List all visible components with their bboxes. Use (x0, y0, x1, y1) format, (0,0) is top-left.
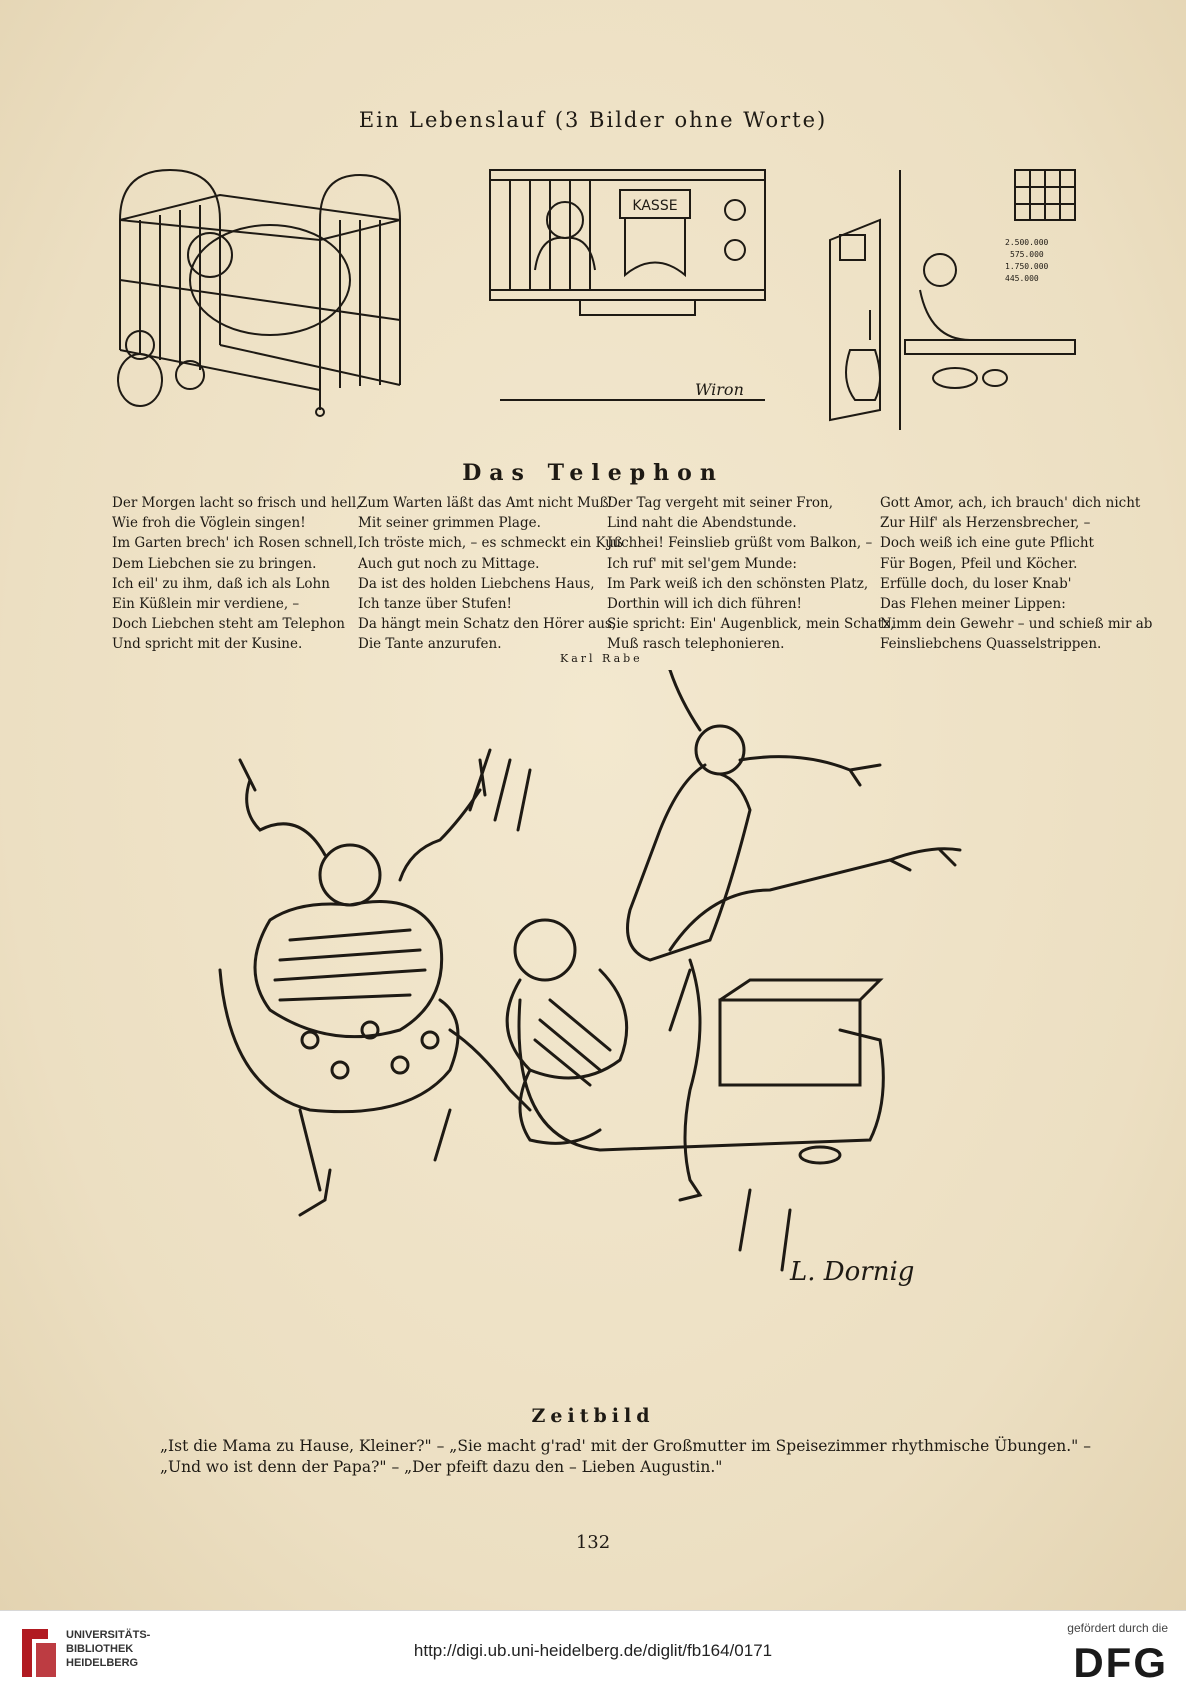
poem-line: Ein Küßlein mir verdiene, – (112, 595, 300, 612)
poem-line: Wie froh die Vöglein singen! (112, 515, 306, 532)
funder-label: gefördert durch die (1067, 1621, 1168, 1635)
poem-line: Für Bogen, Pfeil und Köcher. (880, 555, 1078, 572)
dancing-family-illustration (150, 670, 970, 1310)
poem-line: Der Tag vergeht mit seiner Fron, (607, 495, 834, 511)
poem-line: Die Tante anzurufen. (358, 636, 502, 653)
poem-line: Feinsliebchens Quasselstrippen. (880, 636, 1102, 653)
poem-line: Mit seiner grimmen Plage. (358, 515, 541, 532)
poem-line: Ich eil' zu ihm, daß ich als Lohn (112, 575, 330, 592)
poem-line: Da hängt mein Schatz den Hörer aus, (358, 616, 617, 633)
poem-line: Im Park weiß ich den schönsten Platz, (607, 575, 869, 592)
poem-title: Das Telephon (462, 460, 724, 486)
poem-line: Das Flehen meiner Lippen: (880, 595, 1066, 612)
poem-line: Zur Hilf' als Herzensbrecher, – (880, 515, 1091, 532)
prison-cell-illustration (820, 160, 1100, 430)
poem-line: Muß rasch telephonieren. (607, 636, 785, 653)
wall-number: 1.750.000 (1005, 262, 1049, 271)
strip-signature: Wiron (695, 380, 744, 399)
poem-line: Dorthin will ich dich führen! (607, 595, 802, 612)
cashier-illustration (485, 160, 775, 420)
source-url-link[interactable]: http://digi.ub.uni-heidelberg.de/diglit/fb164/0171 (413, 1641, 773, 1660)
dfg-logo: DFG (1073, 1639, 1168, 1686)
library-name-line: BIBLIOTHEK (66, 1643, 134, 1655)
poem-column-1 (112, 493, 360, 655)
poem-line: Zum Warten läßt das Amt nicht Muß' (358, 495, 613, 511)
poem-column-2 (358, 493, 623, 655)
poem-line: Doch Liebchen steht am Telephon (112, 616, 345, 633)
poem-line: Ich tanze über Stufen! (358, 595, 512, 612)
poem-line: Juchhei! Feinslieb grüßt vom Balkon, – (607, 535, 873, 552)
poem-line: Da ist des holden Liebchens Haus, (358, 575, 595, 592)
cartoon-caption-line-2: „Und wo ist denn der Papa?" – „Der pfeift dazu den – Lieben Augustin." (160, 1458, 723, 1476)
wall-number: 445.000 (1005, 274, 1039, 283)
digitization-footer (0, 1610, 1186, 1694)
crib-illustration (100, 160, 440, 430)
poem-line: Gott Amor, ach, ich brauch' dich nicht (880, 495, 1141, 511)
poem-line: Der Morgen lacht so frisch und hell, (112, 495, 361, 511)
cartoon-title: Zeitbild (531, 1405, 655, 1427)
library-name-line: UNIVERSITÄTS- (66, 1629, 151, 1641)
poem-line: Auch gut noch zu Mittage. (358, 555, 540, 572)
poem-line: Und spricht mit der Kusine. (112, 636, 303, 653)
poem-line: Sie spricht: Ein' Augenblick, mein Schatz, (607, 616, 895, 633)
poem-line: Dem Liebchen sie zu bringen. (112, 555, 317, 572)
wall-number: 575.000 (1010, 250, 1044, 259)
poem-line: Ich tröste mich, – es schmeckt ein Kuß (358, 535, 623, 552)
wall-number: 2.500.000 (1005, 238, 1049, 247)
strip-title: Ein Lebenslauf (3 Bilder ohne Worte) (358, 108, 828, 132)
poem-line: Nimm dein Gewehr – und schieß mir ab (880, 616, 1153, 633)
poem-line: Lind naht die Abendstunde. (607, 515, 797, 532)
poem-line: Ich ruf' mit sel'gem Munde: (607, 555, 797, 572)
library-name-line: HEIDELBERG (66, 1657, 139, 1669)
poem-line: Im Garten brech' ich Rosen schnell, (112, 535, 358, 552)
poem-column-4 (880, 493, 1152, 655)
poem-line: Doch weiß ich eine gute Pflicht (880, 535, 1094, 552)
poem-line: Erfülle doch, du loser Knab' (880, 575, 1072, 592)
cartoon-signature: L. Dornig (790, 1257, 915, 1287)
poem-column-3 (607, 493, 894, 655)
cartoon-caption-line-1: „Ist die Mama zu Hause, Kleiner?" – „Sie macht g'rad' mit der Großmutter im Speisezimmer rhythmische Übungen." – (160, 1437, 1091, 1455)
poem-author: Karl Rabe (560, 652, 643, 665)
kasse-sign: KASSE (632, 198, 678, 214)
page-number: 132 (575, 1532, 611, 1553)
